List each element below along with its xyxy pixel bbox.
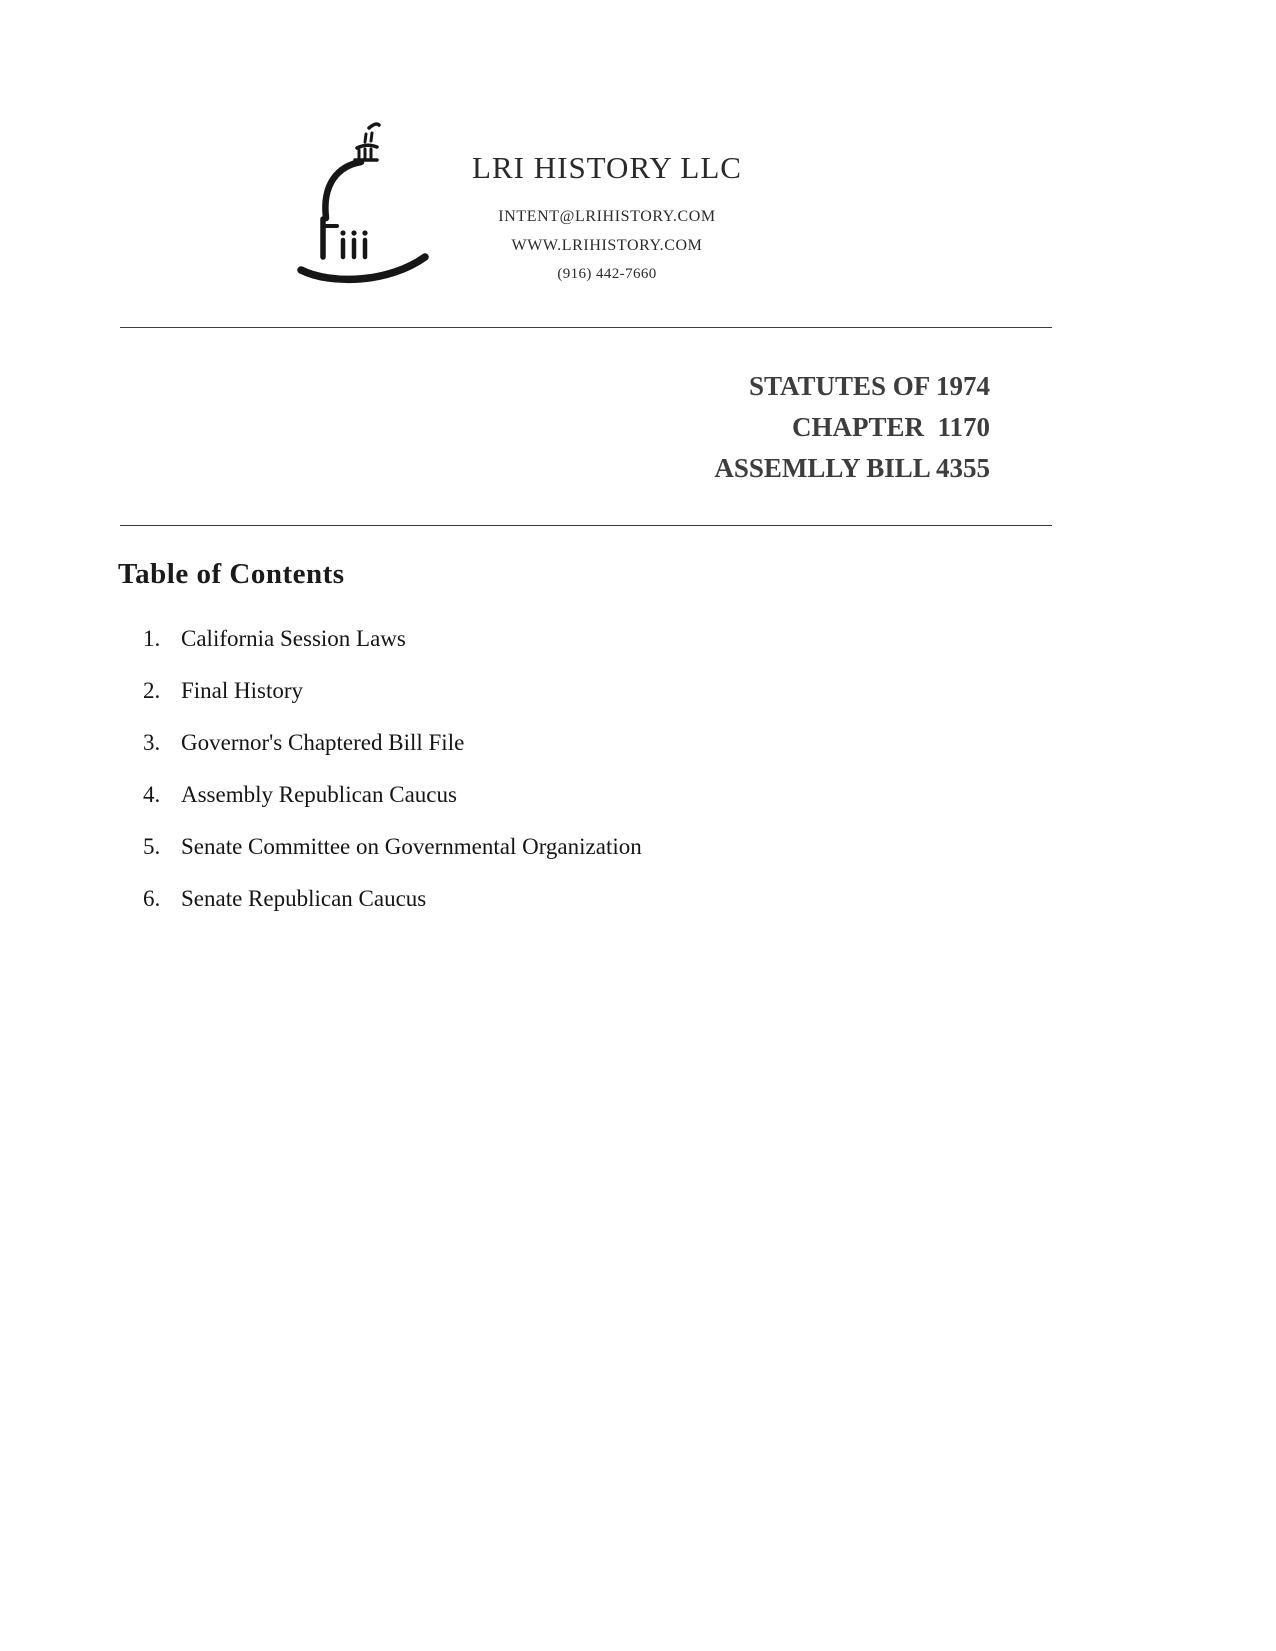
title-block bbox=[714, 366, 990, 489]
toc-heading: Table of Contents bbox=[118, 558, 345, 590]
toc-item-label: Assembly Republican Caucus bbox=[181, 782, 457, 807]
horizontal-rule-bottom bbox=[120, 525, 1052, 526]
toc-item bbox=[143, 625, 642, 653]
toc-item-number: 2. bbox=[143, 678, 161, 703]
statutes-line: STATUTES OF 1974 bbox=[748, 371, 990, 401]
chapter-line: CHAPTER 1170 bbox=[791, 412, 990, 442]
letterhead bbox=[402, 150, 812, 288]
toc-item-label: Senate Republican Caucus bbox=[181, 886, 427, 911]
toc-item-number: 5. bbox=[143, 834, 161, 859]
company-email: INTENT@LRIHISTORY.COM bbox=[498, 208, 716, 225]
toc-item-number: 1. bbox=[143, 626, 161, 651]
company-name: LRI HISTORY LLC bbox=[472, 150, 742, 185]
toc-item-label: Senate Committee on Governmental Organization bbox=[181, 834, 642, 859]
toc-item bbox=[143, 833, 642, 861]
toc-item-number: 4. bbox=[143, 782, 161, 807]
toc-item bbox=[143, 729, 642, 757]
company-phone: (916) 442-7660 bbox=[557, 266, 657, 282]
toc-item bbox=[143, 781, 642, 809]
company-website: WWW.LRIHISTORY.COM bbox=[511, 237, 703, 254]
toc-item-number: 3. bbox=[143, 730, 161, 755]
toc-item bbox=[143, 885, 642, 913]
toc-item-label: Final History bbox=[181, 678, 304, 703]
toc-item bbox=[143, 677, 642, 705]
assembly-bill-line: ASSEMLLY BILL 4355 bbox=[714, 453, 990, 483]
toc-list bbox=[143, 625, 642, 937]
toc-item-number: 6. bbox=[143, 886, 161, 911]
toc-item-label: Governor's Chaptered Bill File bbox=[181, 730, 465, 755]
horizontal-rule-top bbox=[120, 327, 1052, 328]
toc-item-label: California Session Laws bbox=[181, 626, 406, 651]
